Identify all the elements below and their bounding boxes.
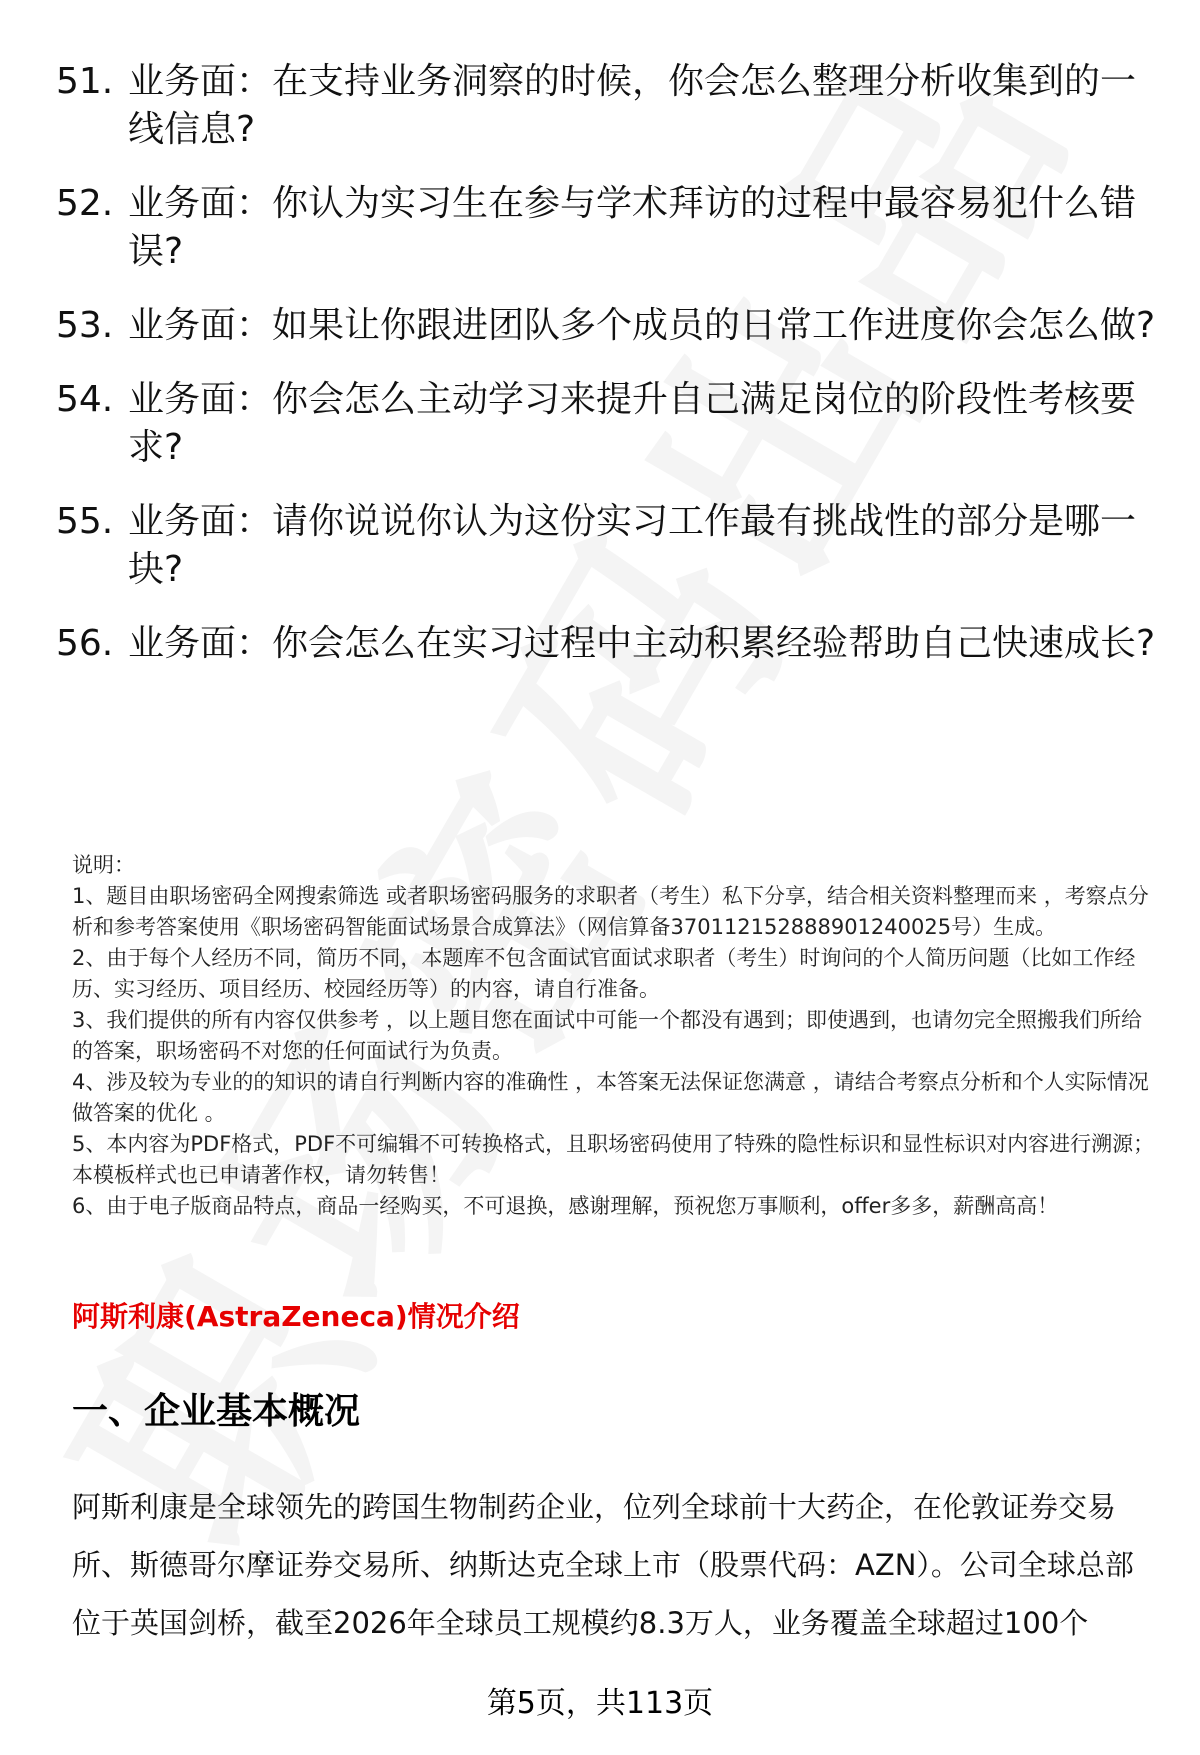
- note-item: 2、由于每个人经历不同，简历不同，本题库不包含面试官面试求职者（考生）时询问的个人简历问题（比如工作经历、实习经历、项目经历、校园经历等）的内容，请自行准备。: [72, 946, 1136, 1001]
- question-text: 业务面：如果让你跟进团队多个成员的日常工作进度你会怎么做?: [128, 305, 1156, 346]
- question-number: 56.: [56, 623, 114, 664]
- body-paragraph: 阿斯利康是全球领先的跨国生物制药企业，位列全球前十大药企，在伦敦证券交易所、斯德哥尔摩证券交易所、纳斯达克全球上市（股票代码：AZN）。公司全球总部位于英国剑桥，截至2026年全球员工规模约8.3万人，业务覆盖全球超过100个: [72, 1490, 1134, 1640]
- question-number: 55.: [56, 501, 114, 542]
- notes-section: [72, 850, 1162, 1222]
- page-footer: 第5页，共113页: [486, 1686, 714, 1721]
- note-item: 1、题目由职场密码全网搜索筛选 或者职场密码服务的求职者（考生）私下分享，结合相关资料整理而来 ，考察点分析和参考答案使用《职场密码智能面试场景合成算法》（网信算备370112152888901240025号）生成。: [72, 884, 1149, 939]
- company-title: 阿斯利康(AstraZeneca)情况介绍: [72, 1300, 520, 1333]
- question-text: 业务面：在支持业务洞察的时候，你会怎么整理分析收集到的一线信息?: [128, 61, 1137, 150]
- question-text: 业务面：请你说说你认为这份实习工作最有挑战性的部分是哪一块?: [128, 501, 1137, 590]
- question-list: [56, 58, 1156, 694]
- question-number: 53.: [56, 305, 114, 346]
- question-text: 业务面：你认为实习生在参与学术拜访的过程中最容易犯什么错误?: [128, 183, 1137, 272]
- note-item: 6、由于电子版商品特点，商品一经购买，不可退换，感谢理解，预祝您万事顺利，offer多多，薪酬高高！: [72, 1194, 1059, 1218]
- note-item: 5、本内容为PDF格式，PDF不可编辑不可转换格式，且职场密码使用了特殊的隐性标识和显性标识对内容进行溯源；本模板样式也已申请著作权，请勿转售！: [72, 1132, 1155, 1187]
- question-number: 52.: [56, 183, 114, 224]
- question-item: [56, 620, 1156, 668]
- question-item: [56, 302, 1156, 350]
- question-number: 51.: [56, 61, 114, 102]
- question-text: 业务面：你会怎么主动学习来提升自己满足岗位的阶段性考核要求?: [128, 379, 1137, 468]
- question-item: [56, 58, 1156, 154]
- question-text: 业务面：你会怎么在实习过程中主动积累经验帮助自己快速成长?: [128, 623, 1156, 664]
- notes-title: 说明：: [72, 853, 135, 877]
- note-item: 3、我们提供的所有内容仅供参考 ，以上题目您在面试中可能一个都没有遇到；即使遇到，也请勿完全照搬我们所给的答案，职场密码不对您的任何面试行为负责。: [72, 1008, 1143, 1063]
- question-item: [56, 498, 1156, 594]
- question-number: 54.: [56, 379, 114, 420]
- section-heading: 一、企业基本概况: [72, 1391, 361, 1432]
- note-item: 4、涉及较为专业的的知识的请自行判断内容的准确性 ，本答案无法保证您满意 ，请结合考察点分析和个人实际情况做答案的优化 。: [72, 1070, 1149, 1125]
- question-item: [56, 180, 1156, 276]
- question-item: [56, 376, 1156, 472]
